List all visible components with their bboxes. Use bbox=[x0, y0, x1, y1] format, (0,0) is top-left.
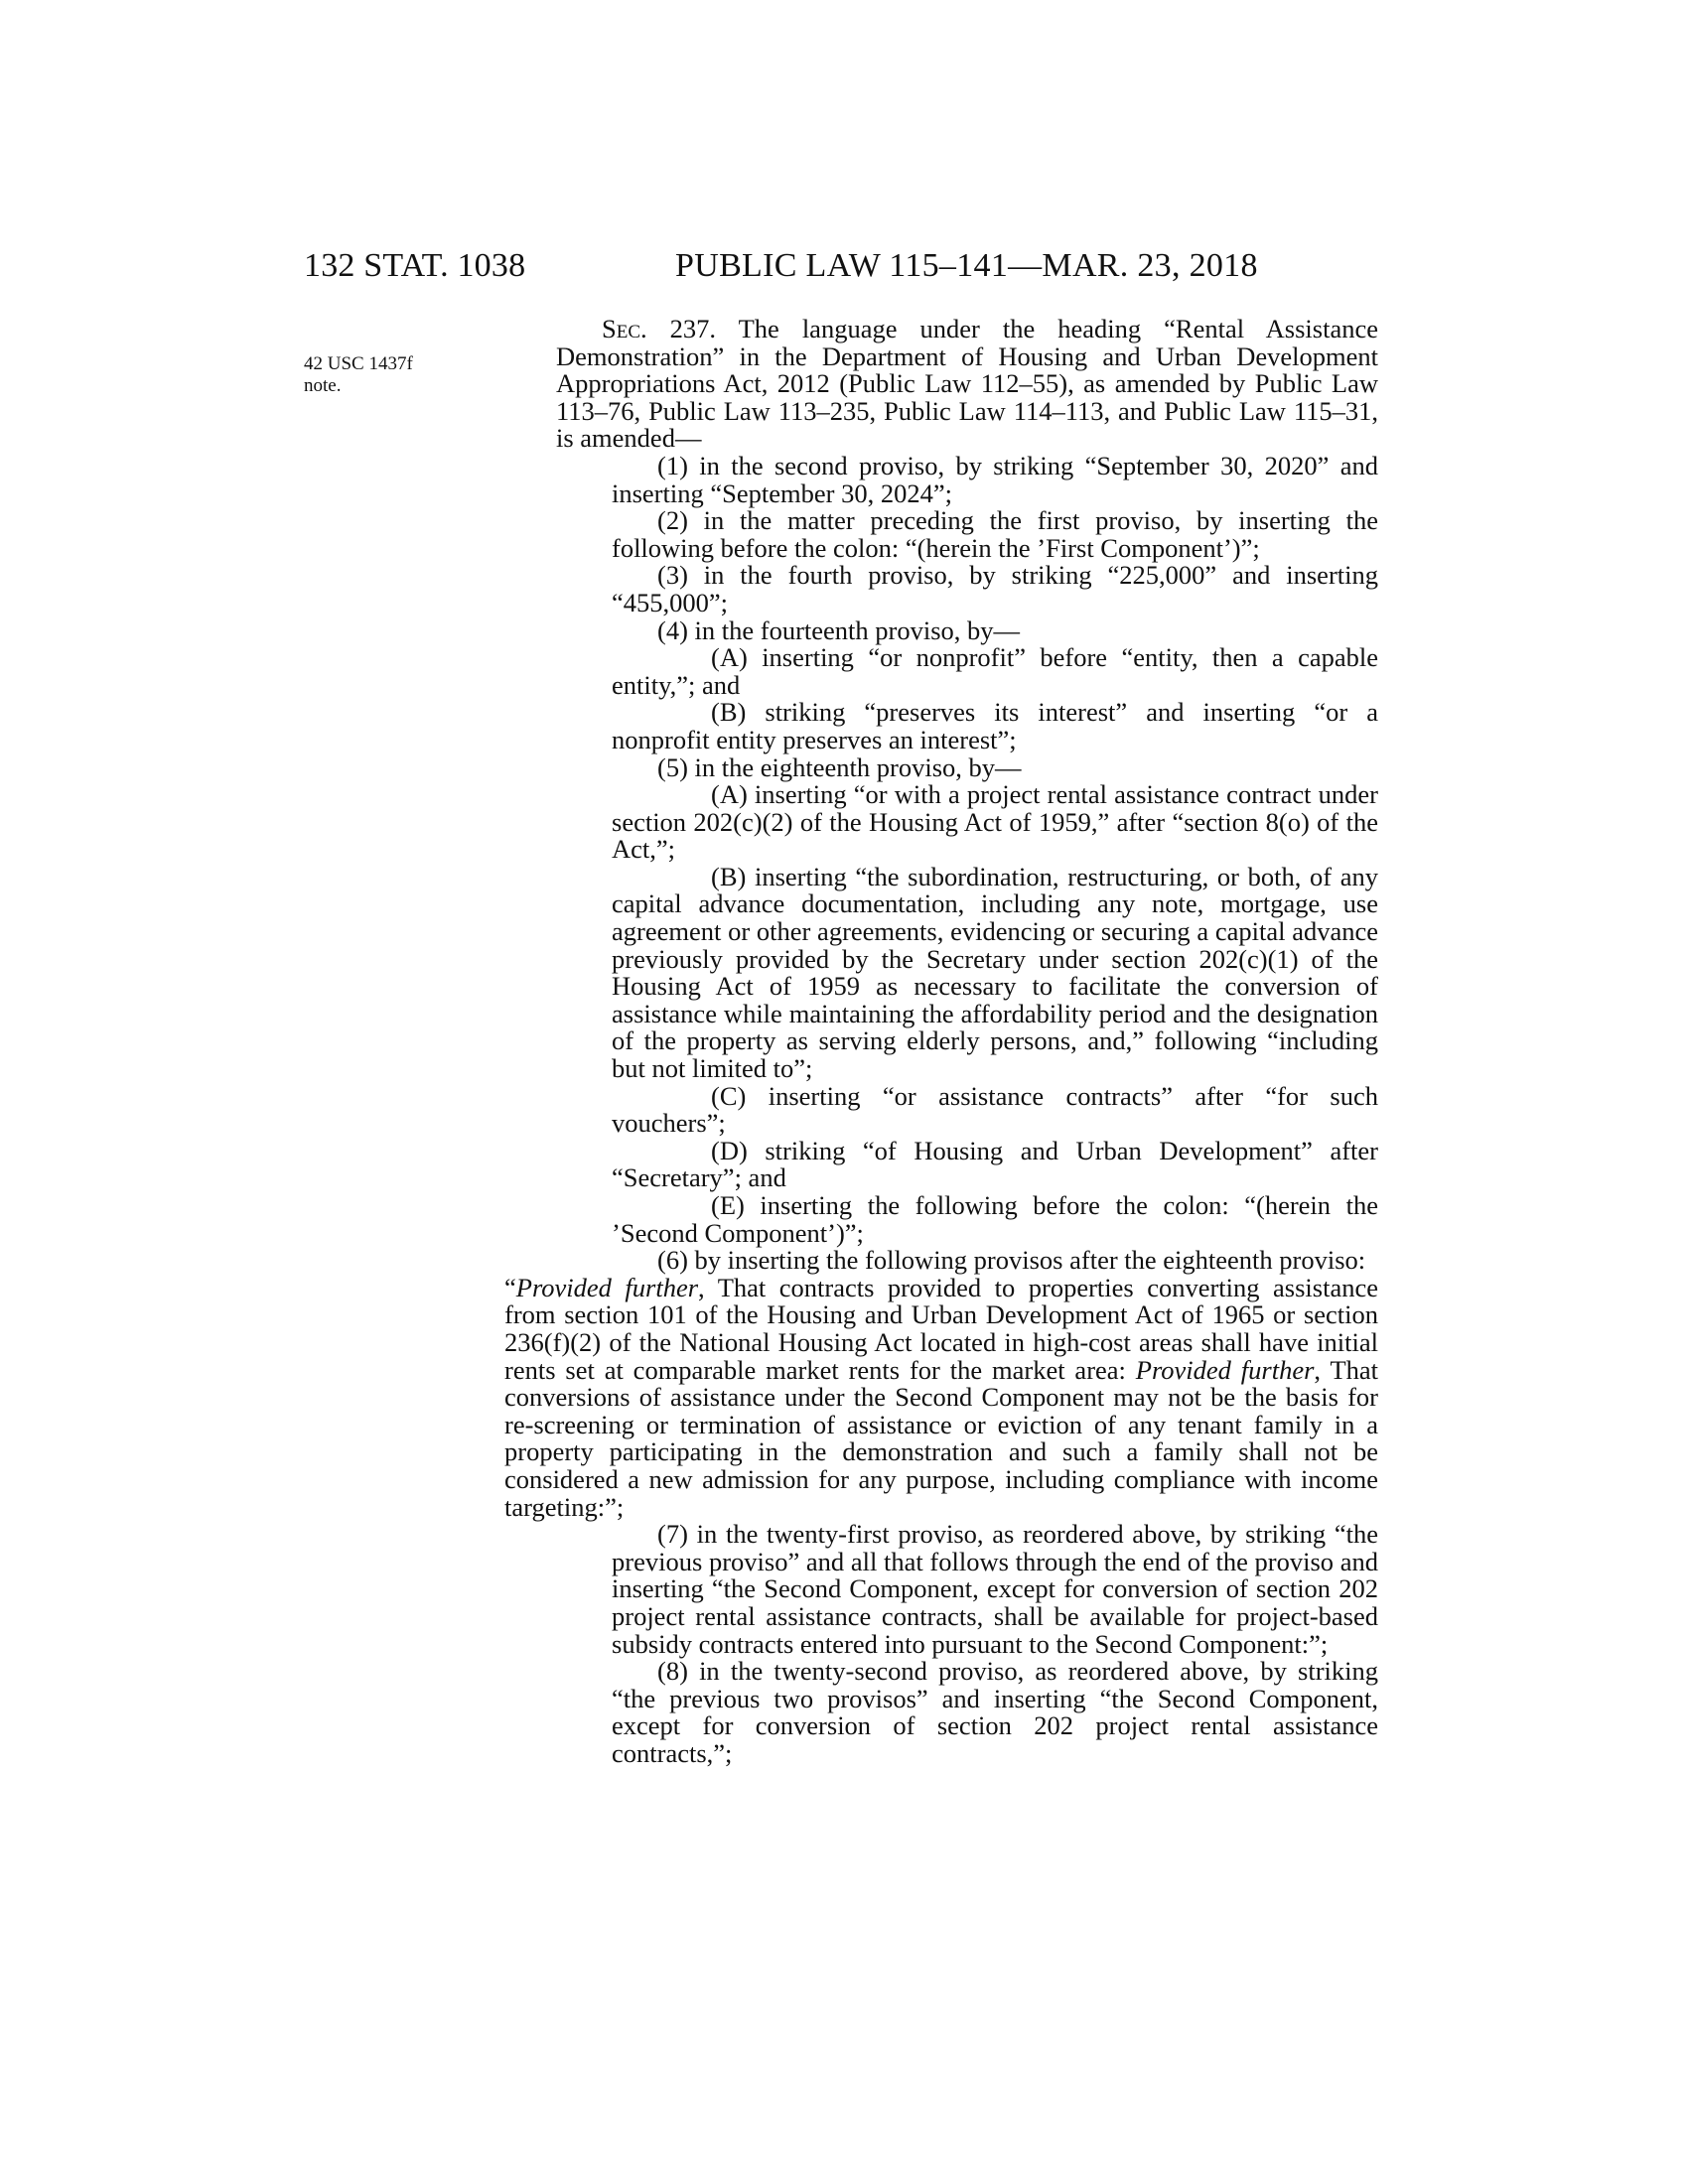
quoted-provisos bbox=[504, 1272, 1379, 1522]
running-title: PUBLIC LAW 115–141—MAR. 23, 2018 bbox=[675, 247, 1258, 284]
quoted-text-1: , That contracts provided to properties converting assistance from section 101 of the Housing and Urban Development Act of 1965 or section 236(f)(2) of the National Housing Act located in high-cost areas shall have initial rents set at comparable market rents for the market area: bbox=[504, 1272, 1379, 1385]
paragraph-5c: (C) inserting “or assistance contracts” after “for such vouchers”; bbox=[612, 1080, 1378, 1139]
paragraph-5a: (A) inserting “or with a project rental assistance contract under section 202(c)(2) of the Housing Act of 1959,” after “section 8(o) of the Act,”; bbox=[612, 779, 1378, 865]
paragraph-3: (3) in the fourth proviso, by striking “225,000” and inserting “455,000”; bbox=[612, 560, 1378, 617]
statute-page-number: 132 STAT. 1038 bbox=[304, 247, 526, 284]
paragraph-2: (2) in the matter preceding the first proviso, by inserting the following before the colon: “(herein the ’First Component’)”; bbox=[612, 505, 1378, 563]
paragraph-4: (4) in the fourteenth proviso, by— bbox=[657, 614, 1021, 645]
paragraph-5b: (B) inserting “the subordination, restructuring, or both, of any capital advance documentation, including any note, mortgage, use agreement or other agreements, evidencing or securing a capital advance previously provided by the Secretary under section 202(c)(1) of the Housing Act of 1959 as necessary to facilitate the conversion of assistance while maintaining the affordability period and the designation of the property as serving elderly persons, and,” following “including but not limited to”; bbox=[612, 861, 1378, 1084]
paragraph-5: (5) in the eighteenth proviso, by— bbox=[657, 751, 1022, 782]
page-header bbox=[0, 246, 1688, 296]
provided-further-1: Provided further bbox=[515, 1272, 699, 1302]
section-body bbox=[504, 316, 1378, 1767]
section-label: Sec. bbox=[602, 314, 647, 343]
paragraph-4a: (A) inserting “or nonprofit” before “entity, then a capable entity,”; and bbox=[612, 642, 1378, 700]
margin-note-label: note. bbox=[304, 375, 342, 396]
paragraph-7: (7) in the twenty-first proviso, as reordered above, by striking “the previous proviso” and all that follows through the end of the proviso and inserting “the Second Component, except for conversion of section 202 project rental assistance contracts, shall be available for project-based subsidy contracts entered into pursuant to the Second Component:”; bbox=[612, 1519, 1378, 1659]
section-intro-text: 237. The language under the heading “Rental Assistance Demonstration” in the Department of Housing and Urban Development Appropriations Act, 2012 (Public Law 112–55), as amended by Public Law 113–76, Public Law 113–235, Public Law 114–113, and Public Law 115–31, is amended— bbox=[556, 314, 1378, 454]
paragraph-6: (6) by inserting the following provisos after the eighteenth proviso: bbox=[657, 1245, 1366, 1276]
quote-open: “ bbox=[504, 1272, 516, 1302]
margin-note-citation: 42 USC 1437f bbox=[304, 353, 413, 374]
paragraph-5d: (D) striking “of Housing and Urban Development” after “Secretary”; and bbox=[612, 1135, 1378, 1193]
section-intro bbox=[504, 316, 1378, 453]
margin-note bbox=[304, 353, 453, 397]
provided-further-2: Provided further bbox=[1135, 1354, 1315, 1385]
paragraph-8: (8) in the twenty-second proviso, as reordered above, by striking “the previous two provisos” and inserting “the Second Component, except for conversion of section 202 project rental assistance contracts,”; bbox=[612, 1656, 1378, 1768]
paragraph-1: (1) in the second proviso, by striking “September 30, 2020” and inserting “September 30, 2024”; bbox=[612, 450, 1378, 508]
paragraph-4b: (B) striking “preserves its interest” and inserting “or a nonprofit entity preserves an interest”; bbox=[612, 697, 1378, 754]
quoted-text-2: , That conversions of assistance under the Second Component may not be the basis for re-screening or termination of assistance or eviction of any tenant family in a property participating in the demonstration and such a family shall not be considered a new admission for any purpose, including compliance with income targeting:”; bbox=[504, 1354, 1378, 1522]
paragraph-5e: (E) inserting the following before the colon: “(herein the ’Second Component’)”; bbox=[612, 1190, 1378, 1248]
